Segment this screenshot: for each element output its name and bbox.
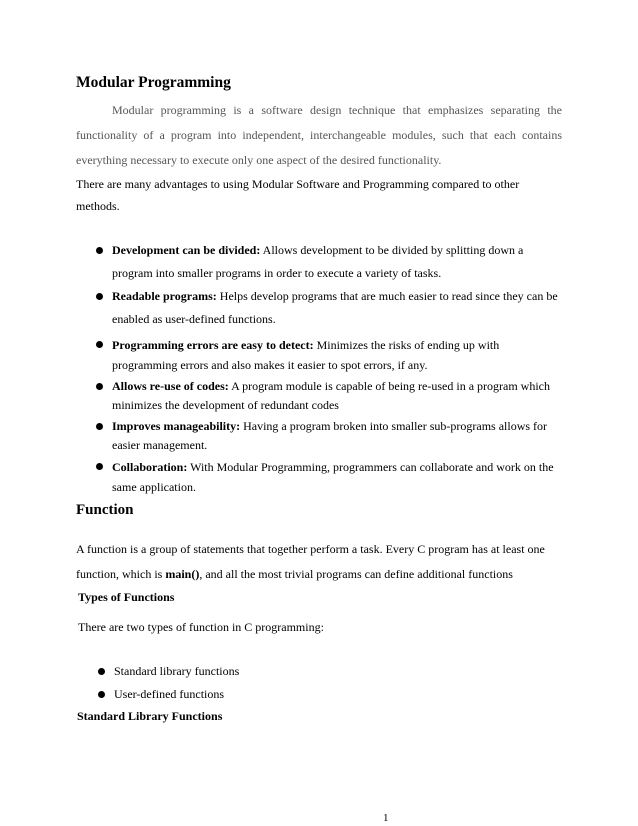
function-definition-paragraph [76,537,562,587]
function-type-label: Standard library functions [114,664,240,678]
advantage-term: Programming errors are easy to detect: [112,338,314,352]
bullet-icon [96,341,103,348]
types-intro-paragraph: There are two types of function in C programming: [78,620,324,634]
bullet-icon [98,668,105,675]
function-types-list [98,660,239,706]
function-def-text: A function is a group of statements that together perform a task. Every C program has at least one function, which is [76,542,545,581]
list-item [96,375,566,415]
list-item [96,285,566,331]
function-type-label: User-defined functions [114,687,225,701]
types-of-functions-heading: Types of Functions [78,590,175,604]
bullet-icon [96,247,103,254]
list-item [98,660,239,683]
advantage-text: Having a program broken into smaller sub-programs allows for easier management. [112,419,548,452]
section-heading-function: Function [76,502,134,518]
page-number: 1 [383,812,389,824]
advantage-term: Development can be divided: [112,243,261,257]
advantage-text: A program module is capable of being re-used in a program which minimizes the development of redundant codes [112,379,551,412]
bullet-icon [96,463,103,470]
list-item [96,455,566,497]
list-item [96,415,566,455]
standard-library-functions-heading: Standard Library Functions [77,709,223,723]
advantage-text: Minimizes the risks of ending up with programming errors and also makes it easier to spot errors, if any. [112,338,500,372]
advantage-text: With Modular Programming, programmers can collaborate and work on the same application. [112,460,554,494]
bullet-icon [96,293,103,300]
advantage-term: Collaboration: [112,460,188,474]
bullet-icon [96,383,103,390]
list-item [96,239,566,285]
bullet-icon [96,423,103,430]
advantage-term: Improves manageability: [112,419,241,433]
bullet-icon [98,691,105,698]
list-item [96,333,566,375]
advantage-text: Allows development to be divided by splitting down a program into smaller programs in order to execute a variety of tasks. [112,243,524,280]
section-heading-modular-programming: Modular Programming [76,74,231,91]
list-item [98,683,239,706]
advantage-term: Readable programs: [112,289,217,303]
main-function-name: main() [165,567,200,581]
advantages-intro-paragraph: There are many advantages to using Modular Software and Programming compared to other methods. [76,177,520,213]
advantage-term: Allows re-use of codes: [112,379,229,393]
advantages-list [96,239,566,497]
advantage-text: Helps develop programs that are much easier to read since they can be enabled as user-defined functions. [112,289,558,326]
intro-paragraph: Modular programming is a software design technique that emphasizes separating the functionality of a program into independent, interchangeable modules, such that each contains everything necessary to execute only one aspect of the desired functionality. [76,103,562,167]
function-def-text-end: , and all the most trivial programs can define additional functions [199,567,513,581]
